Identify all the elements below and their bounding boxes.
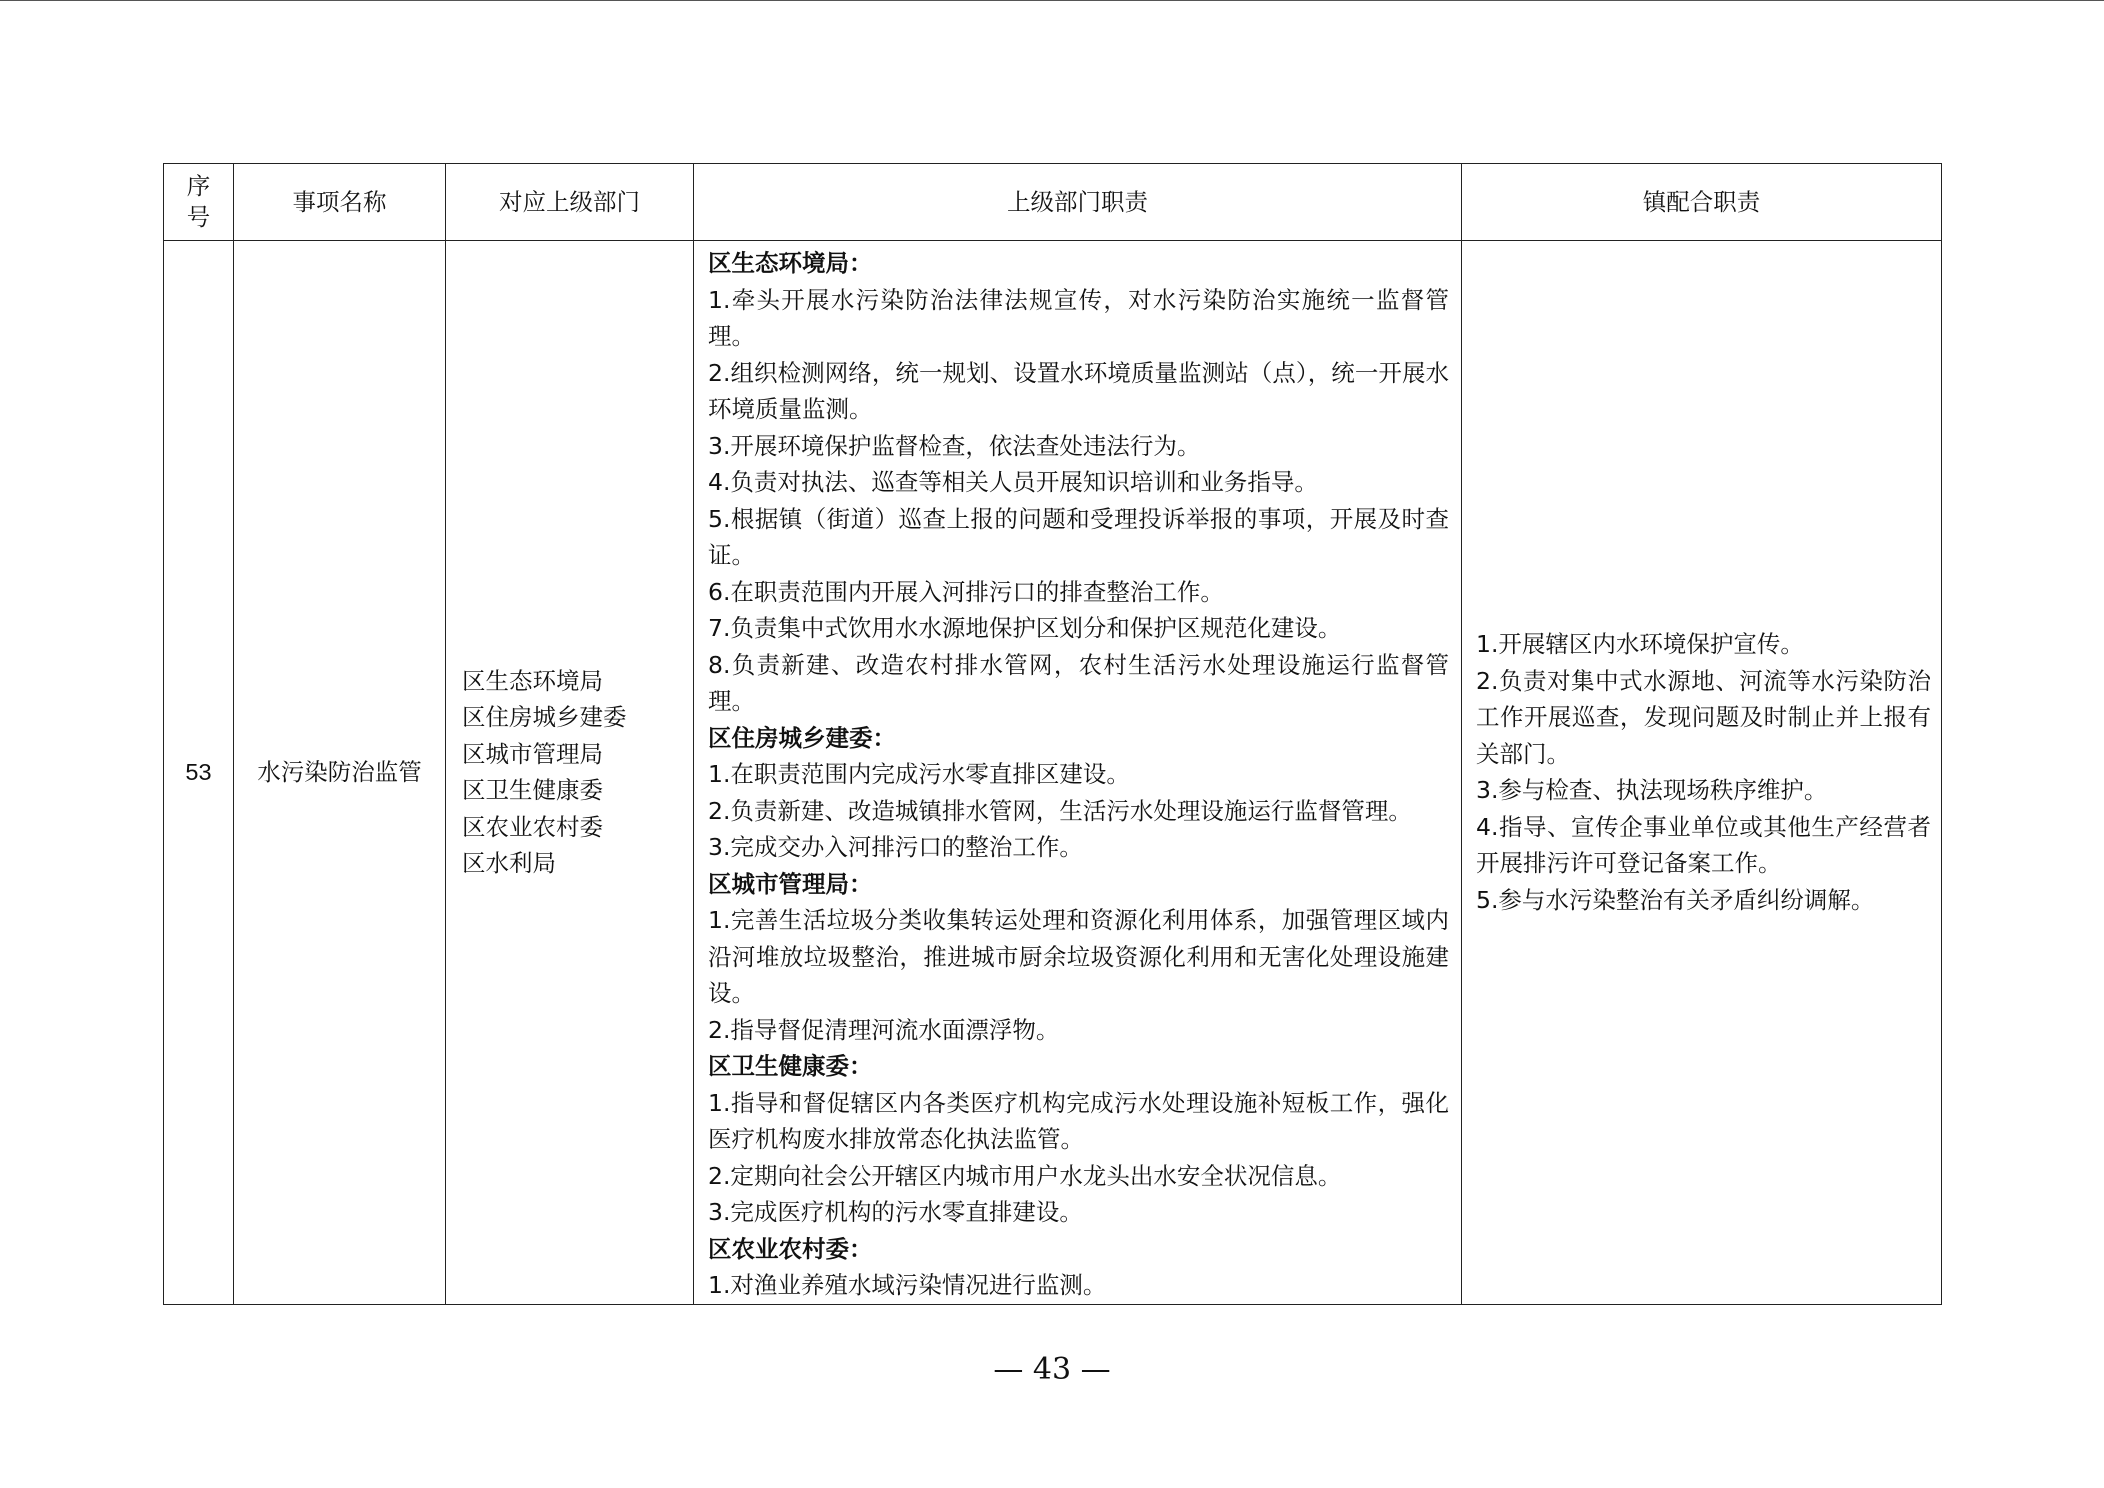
duty-item: 1.完善生活垃圾分类收集转运处理和资源化利用体系，加强管理区域内沿河堆放垃圾整治，推进城市厨余垃圾资源化利用和无害化处理设施建设。 <box>708 906 1449 1007</box>
duty-heading: 区卫生健康委： <box>708 1052 873 1080</box>
duty-item: 1.牵头开展水污染防治法律法规宣传，对水污染防治实施统一监督管理。 <box>708 285 1449 350</box>
header-town: 镇配合职责 <box>1462 164 1942 241</box>
dept-item: 区生态环境局 <box>462 666 603 695</box>
duty-heading: 区城市管理局： <box>708 869 873 898</box>
duty-item: 2.指导督促清理河流水面漂浮物。 <box>708 1015 1060 1044</box>
duty-item: 1.对渔业养殖水域污染情况进行监测。 <box>708 1271 1107 1299</box>
duty-item: 1.在职责范围内完成污水零直排区建设。 <box>708 760 1130 788</box>
row-duties <box>694 241 1462 1305</box>
header-item-name: 事项名称 <box>234 164 446 241</box>
town-duty-item: 1.开展辖区内水环境保护宣传。 <box>1476 630 1804 659</box>
header-seq-line-2: 号 <box>186 203 211 231</box>
row-departments <box>446 241 694 1305</box>
dept-item: 区水利局 <box>462 849 556 878</box>
page-top-border <box>0 0 2104 1</box>
duty-heading: 区住房城乡建委： <box>708 723 896 752</box>
duty-item: 1.指导和督促辖区内各类医疗机构完成污水处理设施补短板工作，强化医疗机构废水排放常态化执法监管。 <box>708 1088 1449 1153</box>
dept-item: 区农业农村委 <box>462 812 603 841</box>
town-duty-item: 5.参与水污染整治有关矛盾纠纷调解。 <box>1476 885 1875 914</box>
duty-item: 2.组织检测网络，统一规划、设置水环境质量监测站（点），统一开展水环境质量监测。 <box>708 358 1449 423</box>
responsibility-table <box>163 163 1942 1305</box>
duty-item: 3.开展环境保护监督检查，依法查处违法行为。 <box>708 431 1201 460</box>
row-town-duties <box>1462 241 1942 1305</box>
duty-item: 5.根据镇（街道）巡查上报的问题和受理投诉举报的事项，开展及时查证。 <box>708 504 1449 569</box>
dept-item: 区住房城乡建委 <box>462 703 627 732</box>
duty-item: 6.在职责范围内开展入河排污口的排查整治工作。 <box>708 577 1224 606</box>
table-row <box>164 241 1942 1305</box>
dept-item: 区城市管理局 <box>462 739 603 768</box>
duty-item: 7.负责集中式饮用水水源地保护区划分和保护区规范化建设。 <box>708 614 1342 642</box>
table-header-row <box>164 164 1942 241</box>
duty-item: 3.完成医疗机构的污水零直排建设。 <box>708 1198 1083 1226</box>
town-duty-item: 3.参与检查、执法现场秩序维护。 <box>1476 776 1828 805</box>
header-dept: 对应上级部门 <box>446 164 694 241</box>
duty-heading: 区农业农村委： <box>708 1234 873 1263</box>
header-duties: 上级部门职责 <box>694 164 1462 241</box>
header-seq-line-1: 序 <box>186 172 211 200</box>
duty-item: 4.负责对执法、巡查等相关人员开展知识培训和业务指导。 <box>708 468 1318 496</box>
dept-item: 区卫生健康委 <box>462 776 603 805</box>
duty-heading: 区生态环境局： <box>708 249 873 277</box>
town-duty-item: 2.负责对集中式水源地、河流等水污染防治工作开展巡查，发现问题及时制止并上报有关部门。 <box>1476 666 1931 768</box>
duty-item: 2.定期向社会公开辖区内城市用户水龙头出水安全状况信息。 <box>708 1161 1342 1190</box>
duty-item: 8.负责新建、改造农村排水管网，农村生活污水处理设施运行监督管理。 <box>708 650 1449 715</box>
town-duty-item: 4.指导、宣传企事业单位或其他生产经营者开展排污许可登记备案工作。 <box>1476 812 1931 878</box>
page-number: — 43 — <box>993 1352 1111 1387</box>
row-item-name: 水污染防治监管 <box>234 241 446 1305</box>
header-seq <box>164 164 234 241</box>
row-seq: 53 <box>164 241 234 1305</box>
duty-item: 3.完成交办入河排污口的整治工作。 <box>708 833 1083 861</box>
duty-item: 2.负责新建、改造城镇排水管网，生活污水处理设施运行监督管理。 <box>708 796 1412 825</box>
